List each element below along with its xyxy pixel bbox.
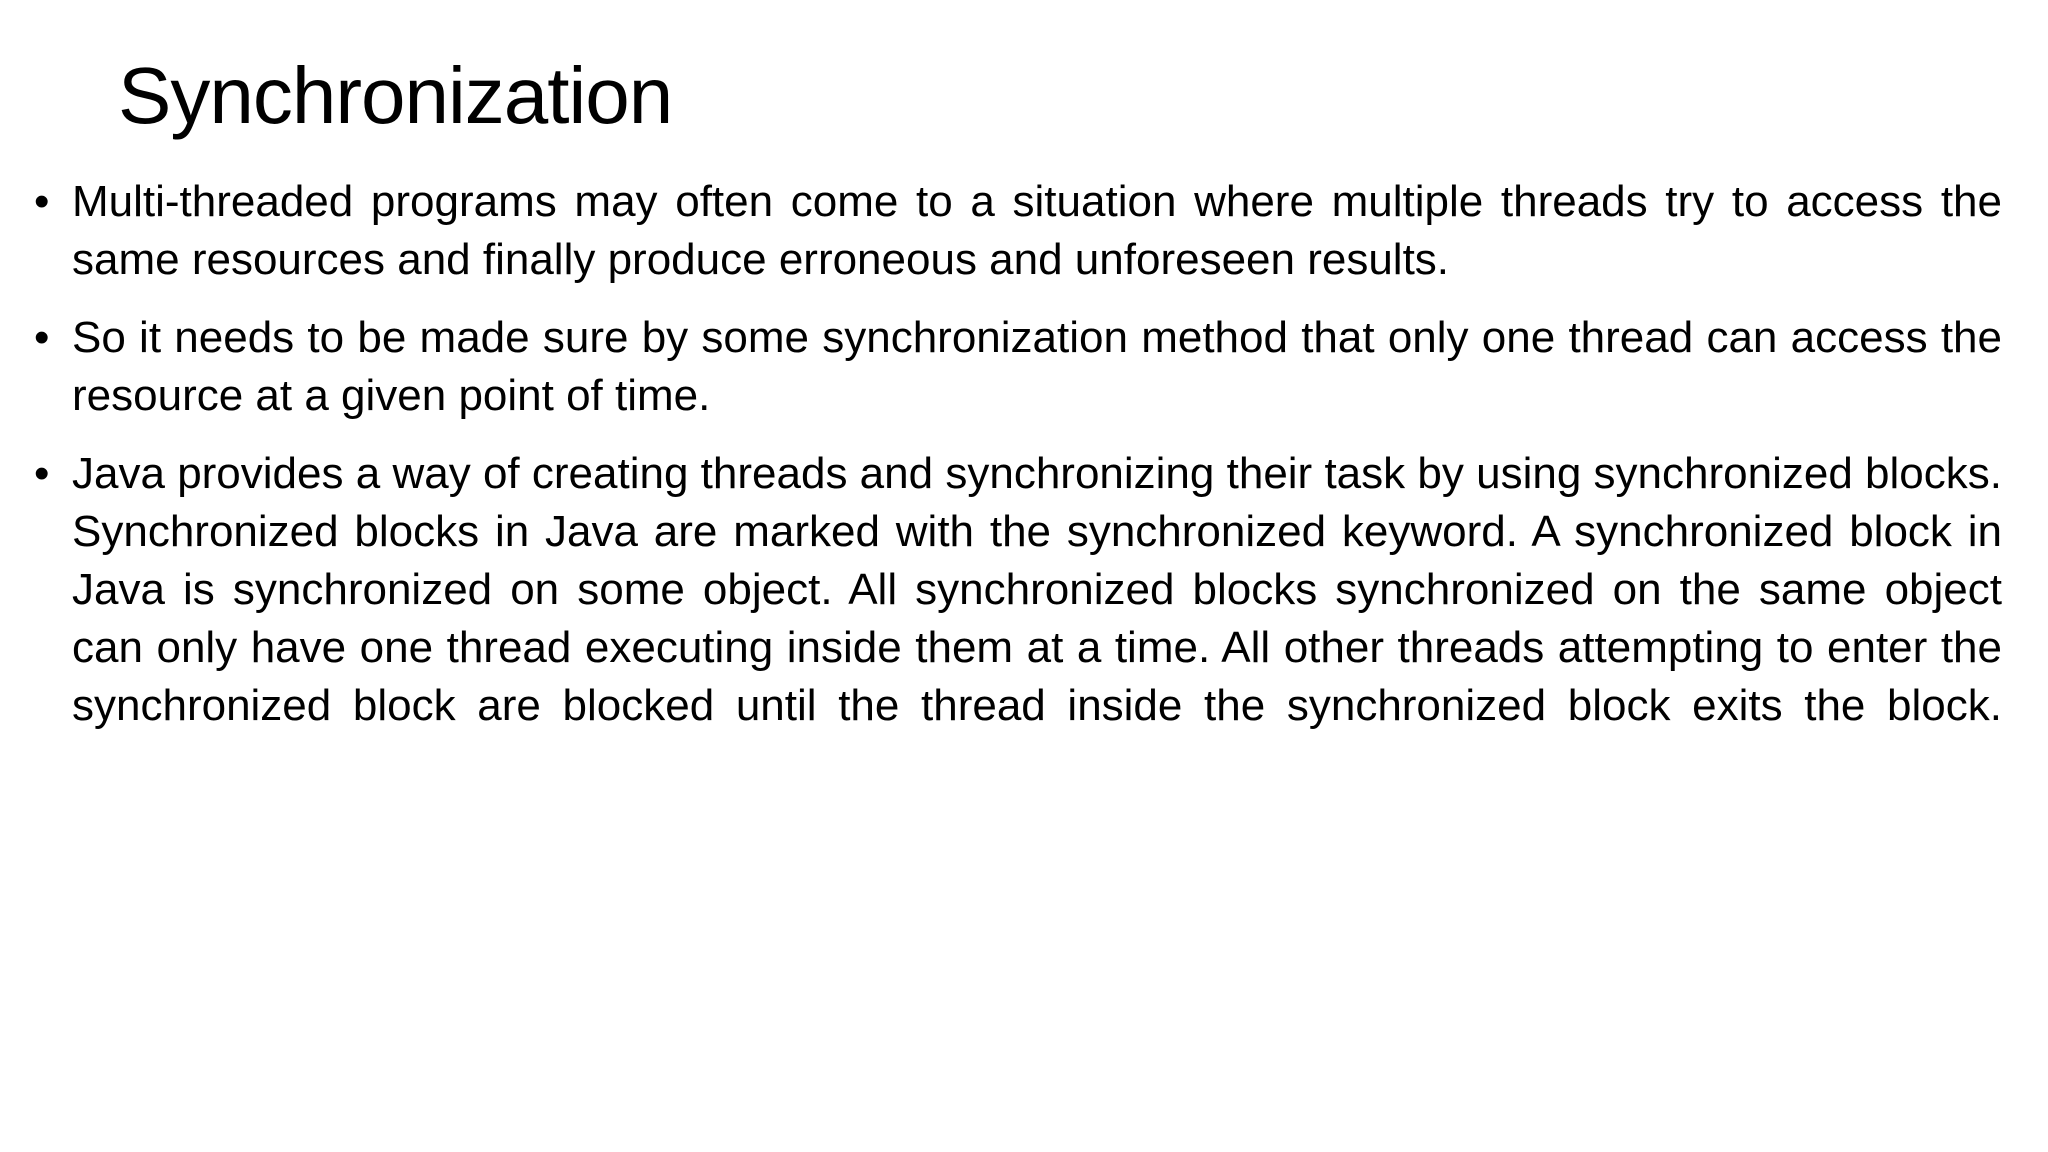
bullet-dot-icon: • [34, 313, 50, 362]
bullet-dot-icon: • [34, 177, 50, 226]
bullet-item [34, 445, 2002, 735]
bullet-text: Multi-threaded programs may often come to a situation where multiple threads try to access the same resources and finally produce erroneous and unforeseen results. [72, 177, 2002, 284]
bullet-item [34, 173, 2002, 289]
bullet-text: Java provides a way of creating threads and synchronizing their task by using synchronized blocks. Synchronized blocks in Java are marked with the synchronized keyword. A synchronized block in Java is synchronized on some object. All synchronized blocks synchronized on the same object can only have one thread executing inside them at a time. All other threads attempting to enter the synchronized block are blocked until the thread inside the synchronized block exits the block. [72, 449, 2002, 730]
slide-title: Synchronization [118, 51, 673, 140]
bullet-list [34, 173, 2002, 755]
bullet-dot-icon: • [34, 449, 50, 498]
bullet-text: So it needs to be made sure by some synchronization method that only one thread can access the resource at a given point of time. [72, 313, 2002, 420]
bullet-item [34, 309, 2002, 425]
